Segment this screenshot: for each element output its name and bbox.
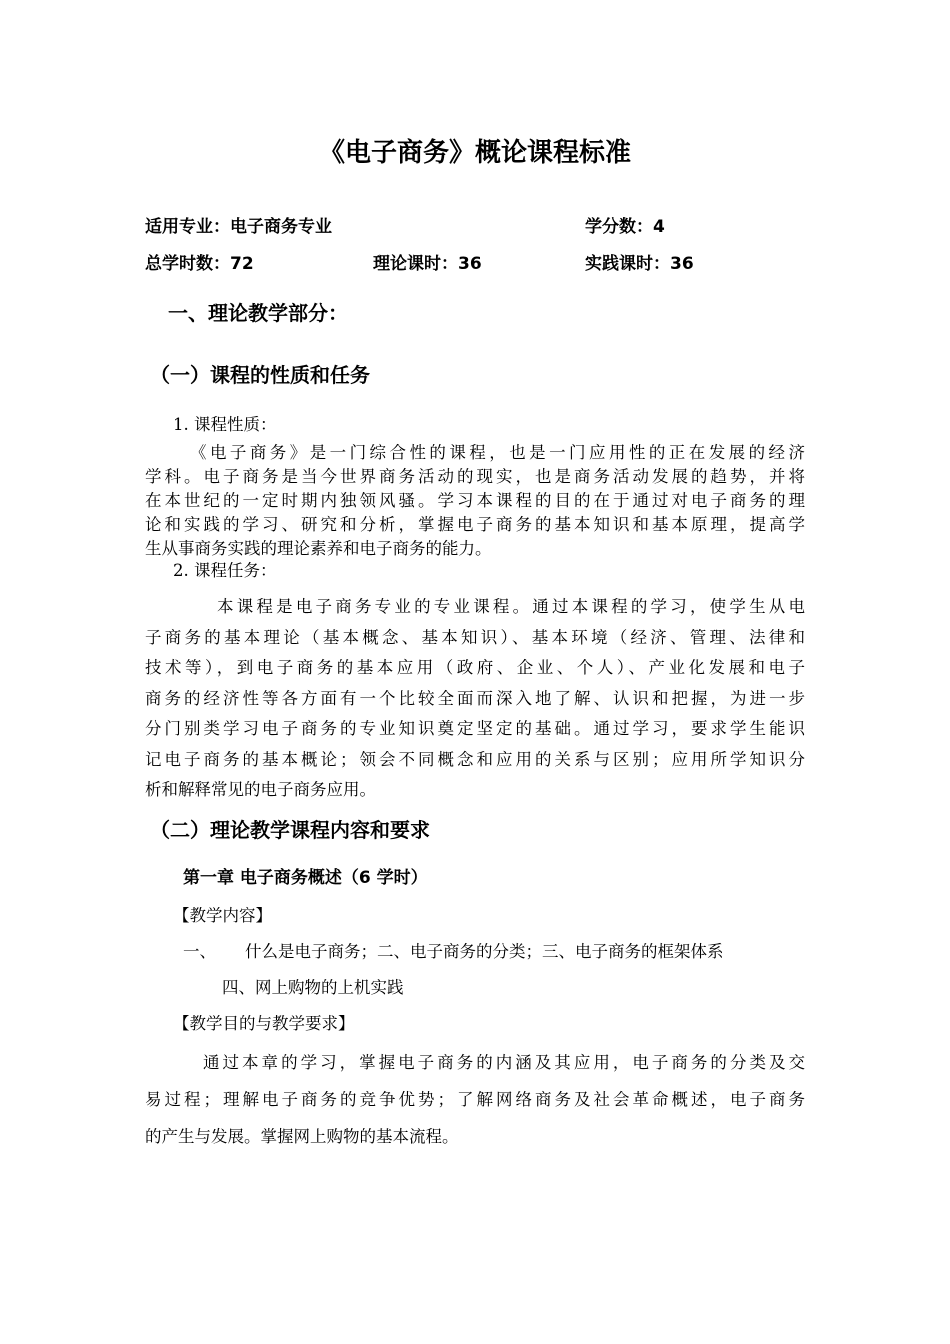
content-label: 【教学内容】 xyxy=(173,906,272,925)
paragraph-line: 析和解释常见的电子商务应用。 xyxy=(145,780,376,799)
meta-credits: 学分数：4 xyxy=(585,217,665,237)
item-label-nature: 1. 课程性质： xyxy=(173,415,277,434)
paragraph-line: 易过程；理解电子商务的竞争优势；了解网络商务及社会革命概述，电子商务 xyxy=(145,1090,805,1109)
item-label-task: 2. 课程任务： xyxy=(173,561,277,580)
chapter-heading: 第一章 电子商务概述（6 学时） xyxy=(183,868,428,888)
meta-major: 适用专业：电子商务专业 xyxy=(145,217,332,237)
content-list-prefix: 一、 xyxy=(183,942,216,961)
paragraph-line: 记电子商务的基本概论；领会不同概念和应用的关系与区别；应用所学知识分 xyxy=(145,749,805,769)
paragraph-line: 学科。电子商务是当今世界商务活动的现实，也是商务活动发展的趋势，并将 xyxy=(145,467,805,486)
goals-label: 【教学目的与教学要求】 xyxy=(173,1014,355,1033)
meta-theory-hours: 理论课时：36 xyxy=(373,254,482,274)
paragraph-line: 本课程是电子商务专业的专业课程。通过本课程的学习，使学生从电 xyxy=(217,597,805,616)
paragraph-line: 分门别类学习电子商务的专业知识奠定坚定的基础。通过学习，要求学生能识 xyxy=(145,719,805,738)
paragraph-task xyxy=(145,592,805,806)
paragraph-line: 技术等），到电子商务的基本应用（政府、企业、个人）、产业化发展和电子 xyxy=(145,658,805,677)
paragraph-line: 商务的经济性等各方面有一个比较全面而深入地了解、认识和把握，为进一步 xyxy=(145,688,805,708)
paragraph-line: 在本世纪的一定时期内独领风骚。学习本课程的目的在于通过对电子商务的理 xyxy=(145,491,805,510)
paragraph-goals xyxy=(145,1044,805,1155)
meta-practice-hours: 实践课时：36 xyxy=(585,254,694,274)
subsection-heading-nature: （一）课程的性质和任务 xyxy=(150,363,370,387)
paragraph-nature xyxy=(145,441,805,561)
paragraph-line: 子商务的基本理论（基本概念、基本知识）、基本环境（经济、管理、法律和 xyxy=(145,627,805,647)
content-list-line: 四、网上购物的上机实践 xyxy=(222,978,404,997)
paragraph-line: 《电子商务》是一门综合性的课程，也是一门应用性的正在发展的经济 xyxy=(190,443,805,462)
paragraph-line: 论和实践的学习、研究和分析，掌握电子商务的基本知识和基本原理，提高学 xyxy=(145,515,805,534)
subsection-heading-content: （二）理论教学课程内容和要求 xyxy=(150,818,430,842)
paragraph-line: 通过本章的学习，掌握电子商务的内涵及其应用，电子商务的分类及交 xyxy=(203,1053,805,1072)
section-heading: 一、理论教学部分： xyxy=(168,301,348,325)
paragraph-line: 生从事商务实践的理论素养和电子商务的能力。 xyxy=(145,539,492,558)
paragraph-line: 的产生与发展。掌握网上购物的基本流程。 xyxy=(145,1127,459,1146)
meta-total-hours: 总学时数：72 xyxy=(145,254,254,274)
document-title: 《电子商务》概论课程标准 xyxy=(318,138,631,168)
content-list-line: 什么是电子商务；二、电子商务的分类；三、电子商务的框架体系 xyxy=(245,942,724,961)
